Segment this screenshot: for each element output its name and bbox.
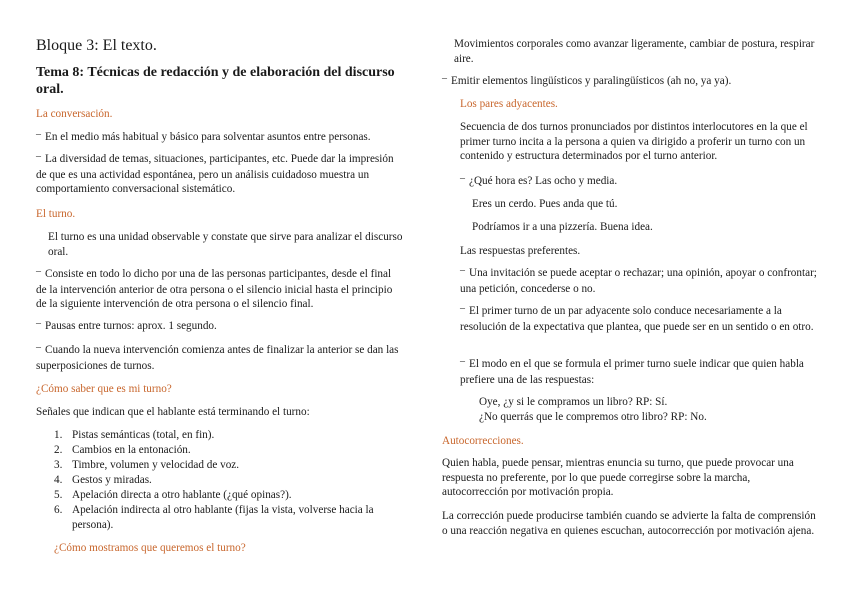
example-line: Oye, ¿y si le compramos un libro? RP: Sí. [479, 396, 668, 408]
preferentes-item: ‒ El modo en el que se formula el primer turno suele indicar que quien habla prefiere una de las respuestas: [460, 357, 817, 387]
turno-heading: El turno. [36, 208, 76, 220]
conversation-item: ‒ La diversidad de temas, situaciones, participantes, etc. Puede dar la impresión de que es una actividad espontánea, pero un análisis cuidadoso muestra un comportamiento conversacional sistemático. [36, 152, 403, 197]
emitir-item: ‒ Emitir elementos lingüísticos y paralingüísticos (ah no, ya ya). [442, 74, 817, 90]
preferentes-item: ‒ Una invitación se puede aceptar o rechazar; una opinión, apoyar o confrontar; una petición, concederse o no. [460, 266, 817, 296]
turno-item: ‒ Consiste en todo lo dicho por una de las personas participantes, desde el final de la intervención anterior de otra persona o el silencio inicial hasta el principio de la siguiente intervención de otra persona o el silencio final. [36, 267, 403, 312]
mostrar-heading: ¿Cómo mostramos que queremos el turno? [54, 542, 246, 554]
autocorrecciones-text: La corrección puede producirse también cuando se advierte la falta de comprensión o una reacción negativa en quienes escuchan, autocorrección por motivación ajena. [442, 510, 816, 537]
autocorrecciones-heading: Autocorrecciones. [442, 435, 524, 447]
example-line: ¿No querrás que le compremos otro libro? RP: No. [479, 411, 707, 423]
conversation-item: ‒ En el medio más habitual y básico para solventar asuntos entre personas. [36, 130, 403, 146]
signal-item: 1. Pistas semánticas (total, en fin). [54, 429, 215, 441]
signals-list [36, 428, 403, 533]
turno-intro: El turno es una unidad observable y constate que sirve para analizar el discurso oral. [48, 231, 403, 258]
saber-intro: Señales que indican que el hablante está terminando el turno: [36, 406, 310, 418]
example-line: Podríamos ir a una pizzería. Buena idea. [472, 221, 653, 233]
autocorrecciones-text: Quien habla, puede pensar, mientras enuncia su turno, que puede provocar una respuesta no preferente, por lo que puede corregirse sobre la marcha, autocorrección por motivación propia. [442, 457, 794, 498]
movimientos-text: Movimientos corporales como avanzar ligeramente, cambiar de postura, respirar aire. [454, 38, 815, 65]
example-line: Eres un cerdo. Pues anda que tú. [472, 198, 618, 210]
tema-title: Tema 8: Técnicas de redacción y de elaboración del discurso oral. [36, 65, 395, 97]
signal-item: 6. Apelación indirecta al otro hablante (fijas la vista, volverse hacia la persona). [54, 504, 374, 531]
turno-item: ‒ Pausas entre turnos: aprox. 1 segundo. [36, 319, 403, 335]
conversation-heading: La conversación. [36, 108, 113, 120]
signal-item: 2. Cambios en la entonación. [54, 444, 191, 456]
saber-heading: ¿Cómo saber que es mi turno? [36, 383, 172, 395]
block-title: Bloque 3: El texto. [36, 37, 157, 54]
signal-item: 4. Gestos y miradas. [54, 474, 152, 486]
preferentes-label: Las respuestas preferentes. [460, 245, 581, 257]
pares-heading: Los pares adyacentes. [460, 98, 558, 110]
turno-item: ‒ Cuando la nueva intervención comienza antes de finalizar la anterior se dan las superposiciones de turnos. [36, 343, 403, 373]
preferentes-item: ‒ El primer turno de un par adyacente solo conduce necesariamente a la resolución de la expectativa que plantea, que puede ser en un sentido o en otro. [460, 304, 817, 334]
signal-item: 5. Apelación directa a otro hablante (¿qué opinas?). [54, 489, 292, 501]
pares-intro: Secuencia de dos turnos pronunciados por distintos interlocutores en la que el primer turno incita a la persona a quien va dirigido a proferir un turno con un contenido y estructura determinados por el turno anterior. [460, 121, 808, 162]
example-line: ‒ ¿Qué hora es? Las ocho y media. [460, 174, 817, 190]
signal-item: 3. Timbre, volumen y velocidad de voz. [54, 459, 240, 471]
